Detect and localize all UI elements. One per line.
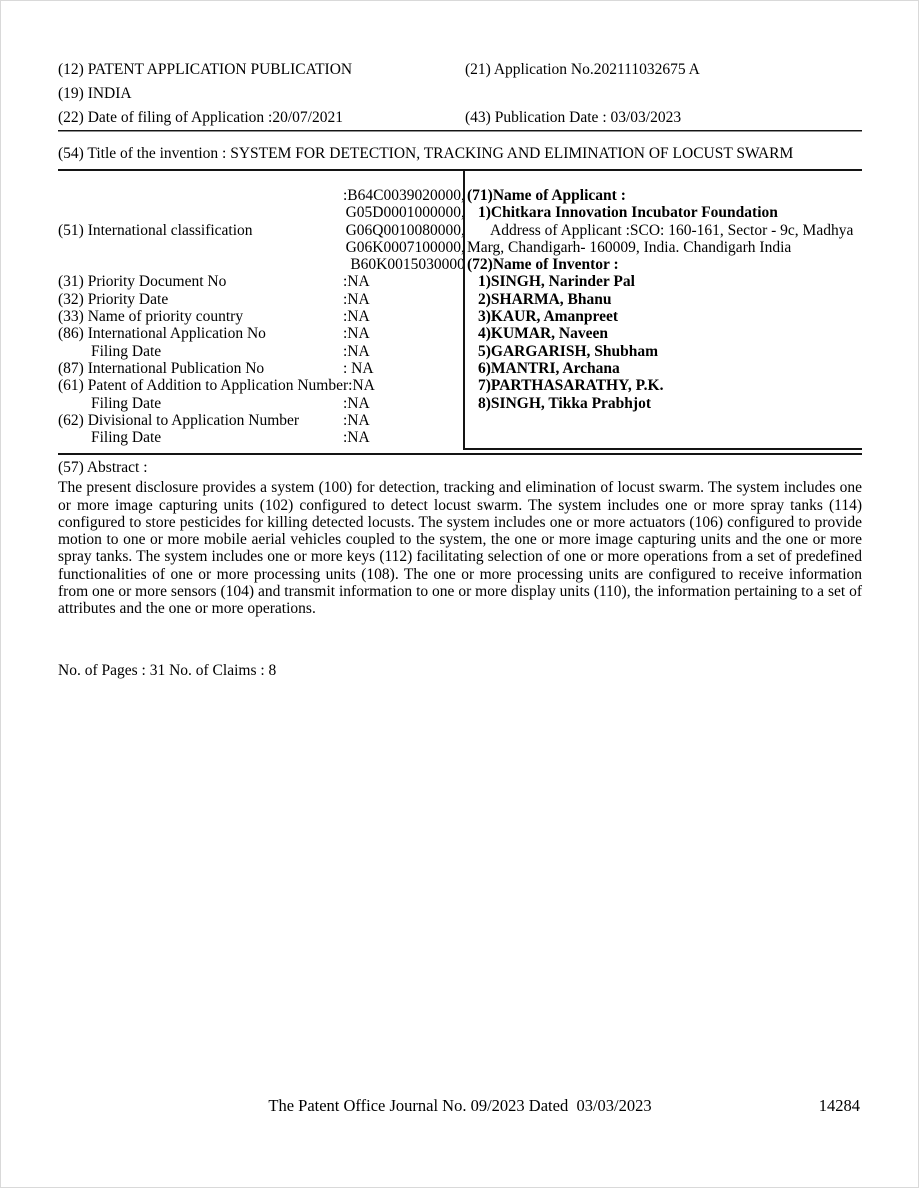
header-row-2 [58, 82, 862, 106]
page-content [58, 1, 862, 679]
inventor-name: 6)MANTRI, Archana [478, 359, 620, 377]
biblio-row [58, 273, 463, 290]
biblio-row-value: :NA [343, 394, 370, 412]
classification-value: G05D0001000000, [345, 204, 465, 222]
biblio-row-value: :NA [343, 325, 370, 343]
country: (19) INDIA [58, 85, 132, 102]
biblio-row-label: (62) Divisional to Application Number [58, 411, 300, 429]
classification-value: G06K0007100000, [345, 238, 465, 256]
inventor-name: 3)KAUR, Amanpreet [478, 308, 619, 326]
biblio-row [58, 377, 463, 394]
biblio-row-value: :NA [343, 411, 370, 429]
journal-page-number: 14284 [818, 1096, 860, 1115]
biblio-row [58, 412, 463, 429]
biblio-row-label: Filing Date [91, 429, 162, 447]
biblio-row-value: :NA [343, 273, 370, 291]
applicant-address: Address of Applicant :SCO: 160-161, Sector - 9c, Madhya Marg, Chandigarh- 160009, India. Chandigarh India [467, 221, 854, 256]
biblio-row-value: :NA [348, 377, 375, 395]
header-row-3 [58, 106, 862, 130]
inventor-name: 4)KUMAR, Naveen [478, 325, 609, 343]
pages-claims-count: No. of Pages : 31 No. of Claims : 8 [58, 661, 277, 679]
biblio-row-value: : NA [343, 359, 374, 377]
biblio-row-label: Filing Date [91, 394, 162, 412]
biblio-row [58, 308, 463, 325]
biblio-left-column [58, 171, 463, 453]
abstract-heading: (57) Abstract : [58, 459, 148, 476]
biblio-row-label: (32) Priority Date [58, 290, 169, 308]
biblio-row [58, 360, 463, 377]
biblio-row [58, 343, 463, 360]
applicant-heading: (71)Name of Applicant : [467, 187, 626, 204]
inventor-name: 7)PARTHASARATHY, P.K. [478, 377, 664, 395]
page-footer [58, 1097, 862, 1115]
biblio-row-label: Filing Date [91, 342, 162, 360]
inventor-name: 5)GARGARISH, Shubham [478, 342, 659, 360]
classification-label: (51) International classification [58, 221, 253, 239]
journal-line: The Patent Office Journal No. 09/2023 Dated 03/03/2023 [268, 1096, 652, 1115]
publication-date: (43) Publication Date : 03/03/2023 [465, 109, 682, 126]
publication-type: (12) PATENT APPLICATION PUBLICATION [58, 61, 353, 78]
classification-value: B60K0015030000 [350, 256, 465, 274]
filing-date: (22) Date of filing of Application :20/07/2021 [58, 109, 343, 126]
abstract-text: The present disclosure provides a system (100) for detection, tracking and elimination of locust swarm. The system includes one or more image capturing units (102) configured to detect locust swarm. The system includes one or more spray tanks (114) configured to store pesticides for killing detected locusts. The system includes one or more actuators (106) configured to provide motion to one or more mobile aerial vehicles coupled to the system, the one or more image capturing units and the one or more spray tanks. The system includes one or more keys (112) facilitating selection of one or more operations from a set of predefined functionalities of one or more processing units (108). The one or more processing units are configured to receive information from one or more sensors (104) and transmit information to one or more display units (110), the information pertaining to a set of attributes and the one or more operations. [58, 479, 862, 618]
applicant-name: 1)Chitkara Innovation Incubator Foundation [478, 204, 778, 222]
inventor-heading: (72)Name of Inventor : [467, 256, 619, 274]
biblio-row-value: :NA [343, 429, 370, 447]
document-header [58, 1, 862, 130]
classification-values [343, 187, 471, 273]
biblio-row [58, 429, 463, 446]
biblio-row-value: :NA [343, 342, 370, 360]
application-number: (21) Application No.202111032675 A [465, 61, 700, 78]
biblio-row [58, 395, 463, 412]
biblio-row [58, 291, 463, 308]
inventor-name: 1)SINGH, Narinder Pal [478, 273, 635, 291]
inventor-name: 2)SHARMA, Bhanu [478, 290, 612, 308]
invention-title: (54) Title of the invention : SYSTEM FOR DETECTION, TRACKING AND ELIMINATION OF LOCUST SWARM [58, 145, 794, 162]
inventor-name: 8)SINGH, Tikka Prabhjot [478, 394, 651, 412]
biblio-row-value: :NA [343, 308, 370, 326]
biblio-row-label: (87) International Publication No [58, 359, 265, 377]
biblio-row [58, 325, 463, 342]
classification-row [58, 187, 463, 273]
classification-value: :B64C0039020000, [343, 187, 465, 204]
biblio-row-label: (61) Patent of Addition to Application Number [58, 377, 349, 395]
biblio-row-value: :NA [343, 290, 370, 308]
bibliographic-table [58, 171, 862, 455]
biblio-row-label: (33) Name of priority country [58, 308, 244, 326]
header-row-1 [58, 58, 862, 82]
biblio-row-label: (86) International Application No [58, 325, 266, 343]
biblio-row-label: (31) Priority Document No [58, 273, 227, 291]
biblio-right-column [463, 171, 862, 450]
classification-value: G06Q0010080000, [345, 221, 465, 239]
